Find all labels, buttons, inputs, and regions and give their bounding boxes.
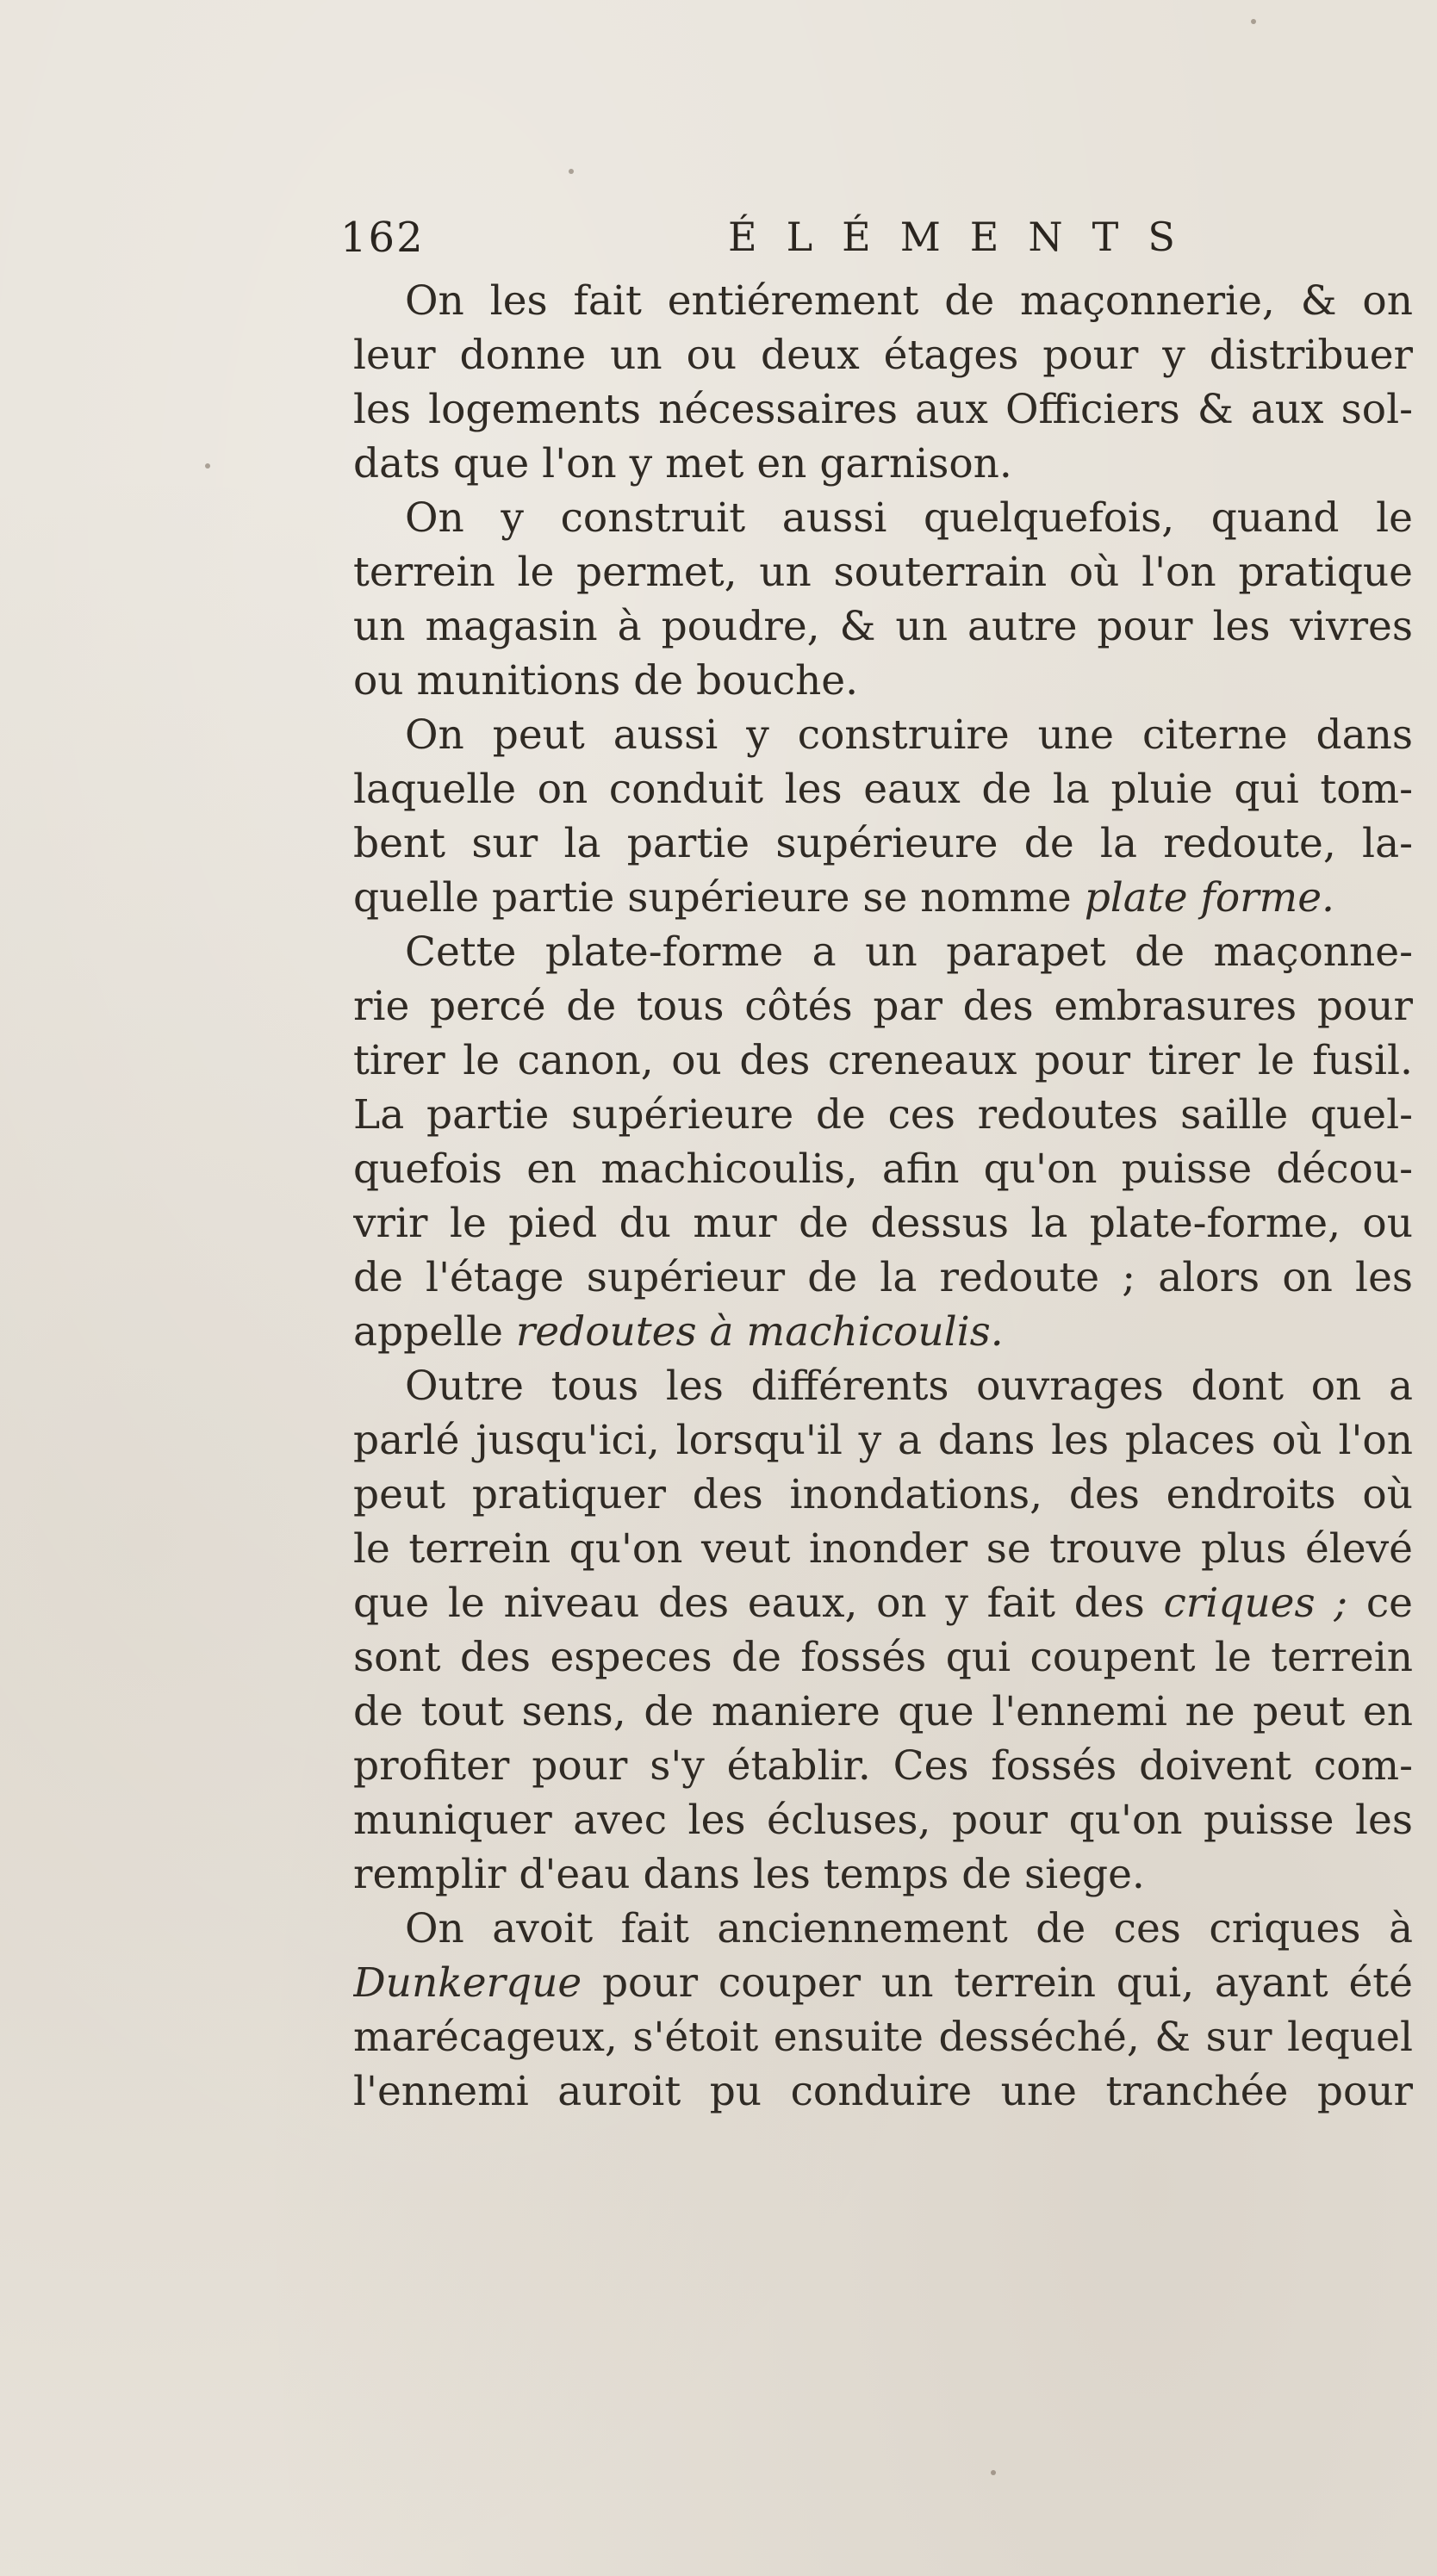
line-text: quelle partie supérieure se nomme bbox=[353, 874, 1072, 922]
text-line bbox=[353, 979, 1413, 1034]
text-line bbox=[353, 1142, 1413, 1196]
line-text: que le niveau des eaux, on y fait des bbox=[353, 1580, 1145, 1627]
text-line bbox=[353, 328, 1413, 382]
line-text: appelle bbox=[353, 1308, 503, 1356]
line-text: Cette plate-forme a un parapet de maçonne- bbox=[405, 928, 1413, 976]
line-text: rie percé de tous côtés par des embrasures pour bbox=[353, 983, 1413, 1030]
line-text: quefois en machicoulis, afin qu'on puisse décou- bbox=[353, 1145, 1413, 1193]
text-line bbox=[353, 816, 1413, 871]
line-text: laquelle on conduit les eaux de la pluie qui tom- bbox=[353, 766, 1413, 813]
text-line bbox=[353, 1902, 1413, 1956]
line-text: sont des especes de fossés qui coupent le terrein bbox=[353, 1634, 1413, 1681]
text-line bbox=[353, 1359, 1413, 1413]
text-line bbox=[353, 1034, 1413, 1088]
italic-term: criques ; bbox=[1163, 1580, 1348, 1627]
line-text: peut pratiquer des inondations, des endroits où bbox=[353, 1471, 1413, 1518]
running-title: ÉLÉMENTS bbox=[728, 214, 1204, 260]
text-line bbox=[353, 437, 1413, 491]
text-line bbox=[353, 1088, 1413, 1142]
page-header bbox=[340, 214, 1409, 274]
text-line bbox=[353, 1468, 1413, 1522]
text-line bbox=[353, 1413, 1413, 1468]
line-text-tail: pour couper un terrein qui, ayant été bbox=[601, 1959, 1413, 2007]
line-text: le terrein qu'on veut inonder se trouve plus élevé bbox=[353, 1525, 1413, 1573]
text-line bbox=[353, 382, 1413, 437]
paper-speck bbox=[991, 2470, 996, 2475]
line-text: ou munitions de bouche. bbox=[353, 657, 859, 705]
line-text: On peut aussi y construire une citerne dans bbox=[405, 711, 1413, 759]
italic-term: plate forme. bbox=[1084, 874, 1334, 922]
line-text: de l'étage supérieur de la redoute ; alors on les bbox=[353, 1254, 1413, 1301]
text-line bbox=[353, 1956, 1413, 2010]
text-line bbox=[353, 2010, 1413, 2064]
text-line bbox=[353, 1793, 1413, 1847]
text-line bbox=[353, 1305, 1413, 1359]
text-line bbox=[353, 762, 1413, 816]
text-line bbox=[353, 1739, 1413, 1793]
text-line bbox=[353, 1522, 1413, 1576]
text-line bbox=[353, 545, 1413, 599]
line-text: vrir le pied du mur de dessus la plate-forme, ou bbox=[353, 1200, 1413, 1247]
paper-speck bbox=[1251, 19, 1256, 24]
text-line bbox=[353, 491, 1413, 545]
line-text: dats que l'on y met en garnison. bbox=[353, 440, 1012, 487]
text-line bbox=[353, 654, 1413, 708]
line-text: muniquer avec les écluses, pour qu'on puisse les bbox=[353, 1797, 1413, 1844]
italic-term: redoutes à machicoulis. bbox=[515, 1308, 1004, 1356]
text-line bbox=[353, 1847, 1413, 1902]
line-text: profiter pour s'y établir. Ces fossés doivent com- bbox=[353, 1742, 1413, 1790]
line-text: remplir d'eau dans les temps de siege. bbox=[353, 1851, 1145, 1898]
italic-term: Dunkerque bbox=[353, 1959, 582, 2007]
paper-speck bbox=[569, 169, 574, 174]
page-number: 162 bbox=[340, 214, 425, 262]
text-line bbox=[353, 599, 1413, 654]
text-line bbox=[353, 1196, 1413, 1251]
line-text: de tout sens, de maniere que l'ennemi ne peut en bbox=[353, 1688, 1413, 1735]
line-text: l'ennemi auroit pu conduire une tranchée pour bbox=[353, 2068, 1413, 2115]
text-line bbox=[353, 2064, 1413, 2119]
text-line bbox=[353, 1251, 1413, 1305]
line-text: un magasin à poudre, & un autre pour les vivres bbox=[353, 603, 1413, 650]
text-line bbox=[353, 871, 1413, 925]
line-text: bent sur la partie supérieure de la redoute, la- bbox=[353, 820, 1413, 867]
line-text: parlé jusqu'ici, lorsqu'il y a dans les places où l'on bbox=[353, 1417, 1413, 1464]
line-text: La partie supérieure de ces redoutes saille quel- bbox=[353, 1091, 1413, 1139]
text-line bbox=[353, 274, 1413, 328]
line-text: On y construit aussi quelquefois, quand le bbox=[405, 494, 1413, 542]
line-text-tail: ce bbox=[1365, 1580, 1413, 1627]
line-text: leur donne un ou deux étages pour y distribuer bbox=[353, 332, 1413, 379]
text-line bbox=[353, 1576, 1413, 1630]
text-line bbox=[353, 708, 1413, 762]
line-text: terrein le permet, un souterrain où l'on pratique bbox=[353, 549, 1413, 596]
line-text: On avoit fait anciennement de ces criques à bbox=[405, 1905, 1413, 1952]
line-text: les logements nécessaires aux Officiers & aux sol- bbox=[353, 386, 1413, 433]
body-text bbox=[353, 274, 1413, 2119]
text-line bbox=[353, 1685, 1413, 1739]
text-line bbox=[353, 1630, 1413, 1685]
text-line bbox=[353, 925, 1413, 979]
line-text: Outre tous les différents ouvrages dont on a bbox=[405, 1362, 1413, 1410]
line-text: marécageux, s'étoit ensuite desséché, & sur lequel bbox=[353, 2014, 1413, 2061]
line-text: On les fait entiérement de maçonnerie, & on bbox=[405, 277, 1413, 325]
paper-speck bbox=[205, 463, 210, 469]
line-text: tirer le canon, ou des creneaux pour tirer le fusil. bbox=[353, 1037, 1413, 1084]
